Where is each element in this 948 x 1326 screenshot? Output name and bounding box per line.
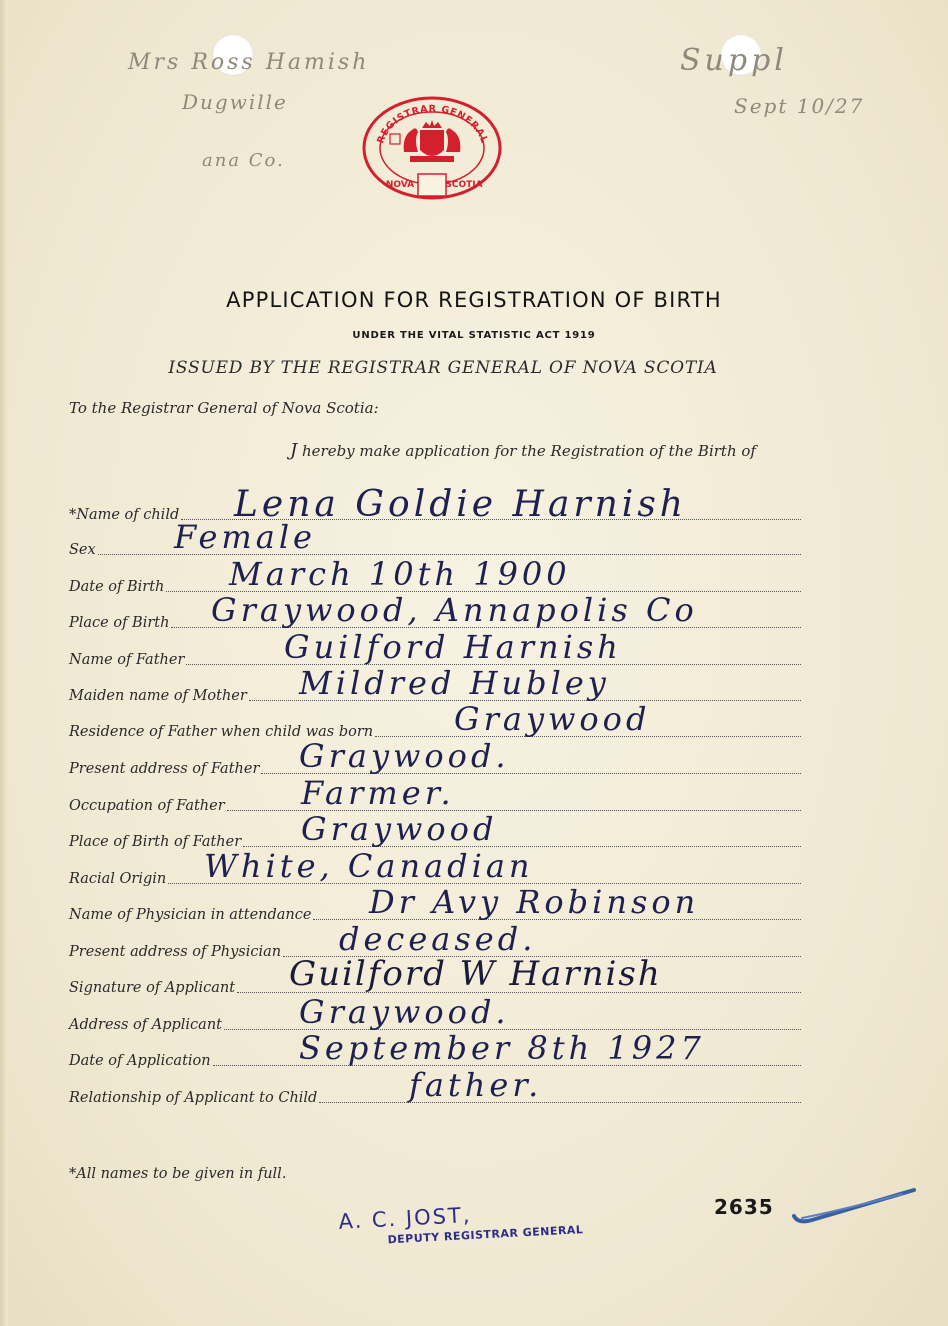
field-label: Occupation of Father [69, 798, 225, 814]
field-label: Present address of Physician [69, 944, 282, 960]
pencil-note-name: Mrs Ross Hamish [128, 50, 370, 75]
field-label: Address of Applicant [69, 1017, 222, 1033]
field-label: Place of Birth of Father [69, 834, 242, 850]
field-label: Racial Origin [69, 871, 167, 887]
field-label: Name of Physician in attendance [69, 907, 312, 923]
field-value: Graywood. [299, 737, 510, 775]
field-label: Signature of Applicant [69, 980, 236, 996]
field-value: Dr Avy Robinson [369, 883, 700, 921]
field-row-relationship-of-applicant [69, 1066, 801, 1106]
field-value: Graywood, Annapolis Co [211, 591, 698, 629]
seal-top-text: REGISTRAR GENERAL [375, 103, 490, 146]
unicorn-icon [446, 128, 460, 152]
field-label: Date of Birth [69, 579, 165, 595]
field-value: Lena Goldie Harnish [234, 484, 687, 525]
lion-icon [404, 128, 418, 152]
field-label: Present address of Father [69, 761, 260, 777]
intro-text: hereby make application for the Registration of the Birth of [302, 442, 756, 460]
field-label: Place of Birth [69, 615, 170, 631]
pencil-note-place: Dugwille [182, 90, 288, 114]
field-value: Farmer. [301, 774, 455, 812]
intro-prefix: J [290, 440, 298, 461]
field-label: *Name of child [69, 507, 180, 523]
field-value: Female [174, 518, 316, 556]
registration-number: 2635 [714, 1195, 774, 1219]
field-label: Name of Father [69, 652, 185, 668]
pencil-note-county: ana Co. [202, 150, 285, 171]
seal-bottom-left: NOVA [385, 180, 415, 190]
stamp-title: DEPUTY REGISTRAR GENERAL [387, 1223, 584, 1247]
field-value: September 8th 1927 [299, 1029, 705, 1067]
pencil-note-date: Sept 10/27 [734, 94, 865, 118]
field-value: March 10th 1900 [229, 555, 571, 593]
salutation: To the Registrar General of Nova Scotia: [69, 399, 379, 417]
applicant-signature: Guilford W Harnish [289, 954, 662, 994]
ink-check-mark-icon [792, 1186, 917, 1226]
stamp-name: A. C. JOST, [337, 1202, 472, 1234]
form-title: APPLICATION FOR REGISTRATION OF BIRTH [226, 288, 722, 312]
field-value: father. [409, 1066, 543, 1104]
crest-shield-icon [420, 130, 444, 156]
crown-icon [422, 120, 442, 128]
field-value: Graywood. [299, 993, 510, 1031]
act-subtitle: UNDER THE VITAL STATISTIC ACT 1919 [352, 330, 596, 341]
field-label: Sex [69, 542, 96, 558]
intro-line [290, 440, 756, 461]
field-row-maiden-name-of-mother [69, 664, 801, 704]
field-value: Mildred Hubley [299, 664, 610, 702]
field-value: White, Canadian [204, 847, 534, 885]
field-label: Relationship of Applicant to Child [69, 1090, 318, 1106]
issued-by: ISSUED BY THE REGISTRAR GENERAL OF NOVA SCOTIA [168, 358, 718, 378]
field-value: deceased. [339, 920, 537, 958]
field-value: Graywood [454, 700, 651, 738]
field-value: Guilford Harnish [284, 628, 622, 666]
field-label: Maiden name of Mother [69, 688, 247, 704]
field-label: Date of Application [69, 1053, 211, 1069]
seal-bottom-right: SCOTIA [445, 180, 483, 190]
footnote: *All names to be given in full. [69, 1166, 287, 1182]
page-edge [0, 0, 8, 1326]
pencil-note-supplement: Suppl [680, 43, 788, 78]
registrar-general-seal [360, 90, 505, 200]
field-label: Residence of Father when child was born [69, 724, 374, 740]
field-value: Graywood [301, 810, 498, 848]
